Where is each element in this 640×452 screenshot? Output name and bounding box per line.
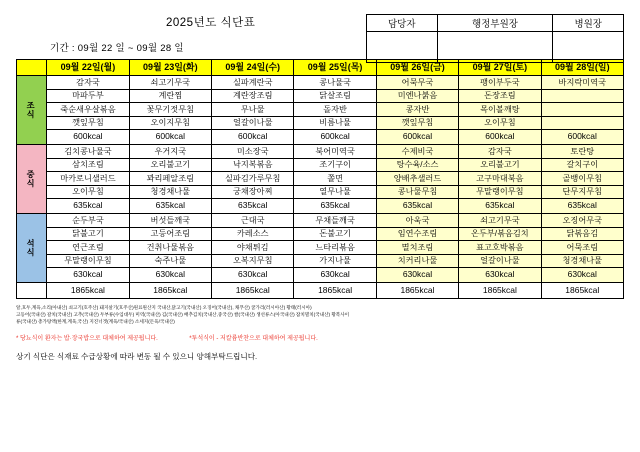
breakfast-2-3: 돌자반 <box>294 103 376 117</box>
breakfast-2-4: 콩자반 <box>376 103 458 117</box>
lunch-3-0: 오이무침 <box>47 185 129 199</box>
dialysis-diet-note: *투석식이 - 저칼륨반찬으로 대체하여 제공됩니다. <box>189 335 318 342</box>
dinner-2-4: 멸치조림 <box>376 241 458 255</box>
lunch-0-4: 수제비국 <box>376 145 458 159</box>
breakfast-row-0 <box>17 76 624 90</box>
meal-label-breakfast: 조 식 <box>17 76 47 145</box>
breakfast-3-5: 오이무침 <box>459 116 541 130</box>
lunch-row-0 <box>17 145 624 159</box>
dinner-0-4: 아욱국 <box>376 214 458 228</box>
dinner-1-0: 닭불고기 <box>47 227 129 241</box>
total-label <box>17 283 47 299</box>
lunch-2-1: 꽈리페알조림 <box>129 172 211 186</box>
lunch-kcal-3: 635kcal <box>294 199 376 214</box>
dinner-0-2: 근대국 <box>212 214 294 228</box>
origin-note-line-1: 알,호두,계육,소리(아내산) 쇠고기(호주산) 돼지살기(호주산)원료원산지 국내산,닭고기(국내산) 오징어(국내산), 채푸산) 굴가리(러시아산) 황태(러시아) <box>16 305 312 310</box>
lunch-kcal-0: 635kcal <box>47 199 129 214</box>
dinner-2-2: 야채튀김 <box>212 241 294 255</box>
approval-header-manager: 담당자 <box>367 15 438 32</box>
breakfast-3-2: 얼갈이나물 <box>212 116 294 130</box>
lunch-row-2 <box>17 172 624 186</box>
approval-header-row <box>367 15 624 32</box>
lunch-0-5: 감자국 <box>459 145 541 159</box>
period-label: 기간 : 09월 22 일 ~ 09월 28 일 <box>50 43 184 54</box>
lunch-1-0: 삼치조림 <box>47 158 129 172</box>
day-header-2: 09월 24일(수) <box>212 60 294 76</box>
dinner-kcal-3: 630kcal <box>294 268 376 283</box>
dinner-0-5: 쇠고기무국 <box>459 214 541 228</box>
lunch-kcal-4: 635kcal <box>376 199 458 214</box>
lunch-kcal-2: 635kcal <box>212 199 294 214</box>
lunch-1-1: 오리불고기 <box>129 158 211 172</box>
dinner-1-4: 임연수조림 <box>376 227 458 241</box>
lunch-0-0: 김치콩나물국 <box>47 145 129 159</box>
dinner-kcal-0: 630kcal <box>47 268 129 283</box>
breakfast-1-0: 마파두부 <box>47 89 129 103</box>
breakfast-kcal-1: 600kcal <box>129 130 211 145</box>
dinner-row-3 <box>17 254 624 268</box>
breakfast-0-4: 어묵무국 <box>376 76 458 90</box>
dinner-kcal-4: 630kcal <box>376 268 458 283</box>
lunch-0-2: 미소장국 <box>212 145 294 159</box>
dinner-kcal-5: 630kcal <box>459 268 541 283</box>
origin-note-line-2: 고등어(국내산) 갈치(국내산) 고추(국내산) 두부류(수입대두) 미역(국내산) 김(국내산) 배추김치(국내산,중국산) 쌀(국내산) 생선류스(아국내산) 잡치멸치(국내산) 황복사이 <box>16 311 350 317</box>
breakfast-2-0: 죽순새우살볶음 <box>47 103 129 117</box>
dinner-row-2 <box>17 241 624 255</box>
lunch-1-3: 조기구이 <box>294 158 376 172</box>
breakfast-row-3 <box>17 116 624 130</box>
day-header-1: 09월 23일(화) <box>129 60 211 76</box>
lunch-3-4: 콩나물무침 <box>376 185 458 199</box>
total-row <box>17 283 624 299</box>
lunch-1-4: 탕수육/소스 <box>376 158 458 172</box>
breakfast-kcal-5: 600kcal <box>459 130 541 145</box>
breakfast-kcal-6: 600kcal <box>541 130 623 145</box>
breakfast-1-1: 계란찜 <box>129 89 211 103</box>
bottom-note: 상기 식단은 식재료 수급상황에 따라 변동 될 수 있으니 양해부탁드립니다. <box>16 351 258 361</box>
dinner-kcal-6: 630kcal <box>541 268 623 283</box>
lunch-1-5: 오리불고기 <box>459 158 541 172</box>
dinner-1-2: 카레소스 <box>212 227 294 241</box>
dinner-0-1: 버섯들깨국 <box>129 214 211 228</box>
approval-signature-row <box>367 32 624 63</box>
lunch-2-3: 쫄면 <box>294 172 376 186</box>
meal-label-lunch: 중 식 <box>17 145 47 214</box>
day-header-6: 09월 28일(일) <box>541 60 623 76</box>
lunch-row-3 <box>17 185 624 199</box>
breakfast-kcal-4: 600kcal <box>376 130 458 145</box>
lunch-2-2: 실파김가루무침 <box>212 172 294 186</box>
breakfast-2-1: 꽃무기젓무침 <box>129 103 211 117</box>
approval-header-admin-vice-director: 행정부원장 <box>437 15 553 32</box>
lunch-3-2: 궁채장아찌 <box>212 185 294 199</box>
dinner-3-3: 가지나물 <box>294 254 376 268</box>
dinner-2-5: 표고호박볶음 <box>459 241 541 255</box>
dinner-3-5: 얼갈이나물 <box>459 254 541 268</box>
day-header-0: 09월 22일(월) <box>47 60 129 76</box>
total-3: 1865kcal <box>294 283 376 299</box>
lunch-3-6: 단무지무침 <box>541 185 623 199</box>
lunch-kcal-5: 635kcal <box>459 199 541 214</box>
breakfast-3-4: 깻잎무침 <box>376 116 458 130</box>
dinner-3-1: 숙주나물 <box>129 254 211 268</box>
day-header-3: 09월 25일(목) <box>294 60 376 76</box>
lunch-row-1 <box>17 158 624 172</box>
dinner-0-3: 무채들깨국 <box>294 214 376 228</box>
breakfast-0-3: 콩나물국 <box>294 76 376 90</box>
dinner-kcal-row <box>17 268 624 283</box>
dinner-row-0 <box>17 214 624 228</box>
breakfast-0-2: 실파계란국 <box>212 76 294 90</box>
lunch-kcal-row <box>17 199 624 214</box>
total-2: 1865kcal <box>212 283 294 299</box>
total-1: 1865kcal <box>129 283 211 299</box>
dinner-3-0: 무말랭이무침 <box>47 254 129 268</box>
dinner-3-2: 오복지무침 <box>212 254 294 268</box>
dinner-3-6: 청경채나물 <box>541 254 623 268</box>
day-header-5: 09월 27일(토) <box>459 60 541 76</box>
breakfast-2-6 <box>541 103 623 117</box>
dinner-0-6: 오징어무국 <box>541 214 623 228</box>
dinner-2-0: 연근조림 <box>47 241 129 255</box>
dinner-2-1: 건취나물볶음 <box>129 241 211 255</box>
lunch-1-6: 갈치구이 <box>541 158 623 172</box>
breakfast-row-1 <box>17 89 624 103</box>
lunch-3-3: 열무나물 <box>294 185 376 199</box>
lunch-0-1: 우거지국 <box>129 145 211 159</box>
dinner-kcal-2: 630kcal <box>212 268 294 283</box>
page-title: 2025년도 식단표 <box>166 17 256 29</box>
breakfast-1-3: 닭살조림 <box>294 89 376 103</box>
origin-notes <box>16 305 624 326</box>
breakfast-3-6 <box>541 116 623 130</box>
lunch-2-0: 마카로니샐러드 <box>47 172 129 186</box>
breakfast-3-0: 깻잎무침 <box>47 116 129 130</box>
breakfast-kcal-0: 600kcal <box>47 130 129 145</box>
total-5: 1865kcal <box>459 283 541 299</box>
lunch-2-4: 양배추샐러드 <box>376 172 458 186</box>
breakfast-2-2: 무나물 <box>212 103 294 117</box>
breakfast-3-3: 비름나물 <box>294 116 376 130</box>
dinner-1-6: 닭볶음김 <box>541 227 623 241</box>
special-diet-notes <box>16 333 624 342</box>
total-0: 1865kcal <box>47 283 129 299</box>
breakfast-1-5: 돈장조림 <box>459 89 541 103</box>
origin-note-line-3: 류(국내산) 총가탕액(한계,계육,국산) 지진너겟(계육/국내산) 소세지(돈육/국내산) <box>16 318 175 324</box>
dinner-3-4: 치커리나물 <box>376 254 458 268</box>
day-header-4: 09월 26일(금) <box>376 60 458 76</box>
breakfast-row-2 <box>17 103 624 117</box>
approval-box <box>366 14 624 63</box>
breakfast-kcal-3: 600kcal <box>294 130 376 145</box>
total-6: 1865kcal <box>541 283 623 299</box>
menu-table <box>16 59 624 299</box>
dinner-1-3: 돈불고기 <box>294 227 376 241</box>
breakfast-1-2: 계란장조림 <box>212 89 294 103</box>
dinner-2-6: 어묵조림 <box>541 241 623 255</box>
breakfast-0-0: 감자국 <box>47 76 129 90</box>
dinner-row-1 <box>17 227 624 241</box>
approval-sign-hospital-director[interactable] <box>553 32 624 63</box>
meal-label-dinner: 석 식 <box>17 214 47 283</box>
breakfast-3-1: 오이지무침 <box>129 116 211 130</box>
lunch-kcal-6: 635kcal <box>541 199 623 214</box>
dinner-1-1: 고등어조림 <box>129 227 211 241</box>
lunch-2-6: 골뱅이무침 <box>541 172 623 186</box>
breakfast-2-5: 목이볼깨탕 <box>459 103 541 117</box>
approval-sign-manager[interactable] <box>367 32 438 63</box>
breakfast-0-5: 팽이부두국 <box>459 76 541 90</box>
lunch-0-6: 토란탕 <box>541 145 623 159</box>
lunch-0-3: 북어미역국 <box>294 145 376 159</box>
dinner-0-0: 순두부국 <box>47 214 129 228</box>
lunch-3-1: 청경채나물 <box>129 185 211 199</box>
breakfast-kcal-2: 600kcal <box>212 130 294 145</box>
diabetic-diet-note: * 당뇨식이 환자는 밥·장국밥으로 대체하여 제공됩니다. <box>16 335 158 342</box>
lunch-2-5: 고구마대북음 <box>459 172 541 186</box>
approval-header-hospital-director: 병원장 <box>553 15 624 32</box>
corner-cell <box>17 60 47 76</box>
breakfast-1-4: 미엔나붉음 <box>376 89 458 103</box>
approval-sign-admin-vice-director[interactable] <box>437 32 553 63</box>
breakfast-0-6: 바지락미역국 <box>541 76 623 90</box>
dinner-2-3: 느타리볶음 <box>294 241 376 255</box>
breakfast-1-6 <box>541 89 623 103</box>
lunch-3-5: 무말랭이무침 <box>459 185 541 199</box>
total-4: 1865kcal <box>376 283 458 299</box>
breakfast-kcal-row <box>17 130 624 145</box>
dinner-kcal-1: 630kcal <box>129 268 211 283</box>
lunch-kcal-1: 635kcal <box>129 199 211 214</box>
breakfast-0-1: 쇠고기무국 <box>129 76 211 90</box>
lunch-1-2: 낙지복볶음 <box>212 158 294 172</box>
dinner-1-5: 온두부/볶음김치 <box>459 227 541 241</box>
